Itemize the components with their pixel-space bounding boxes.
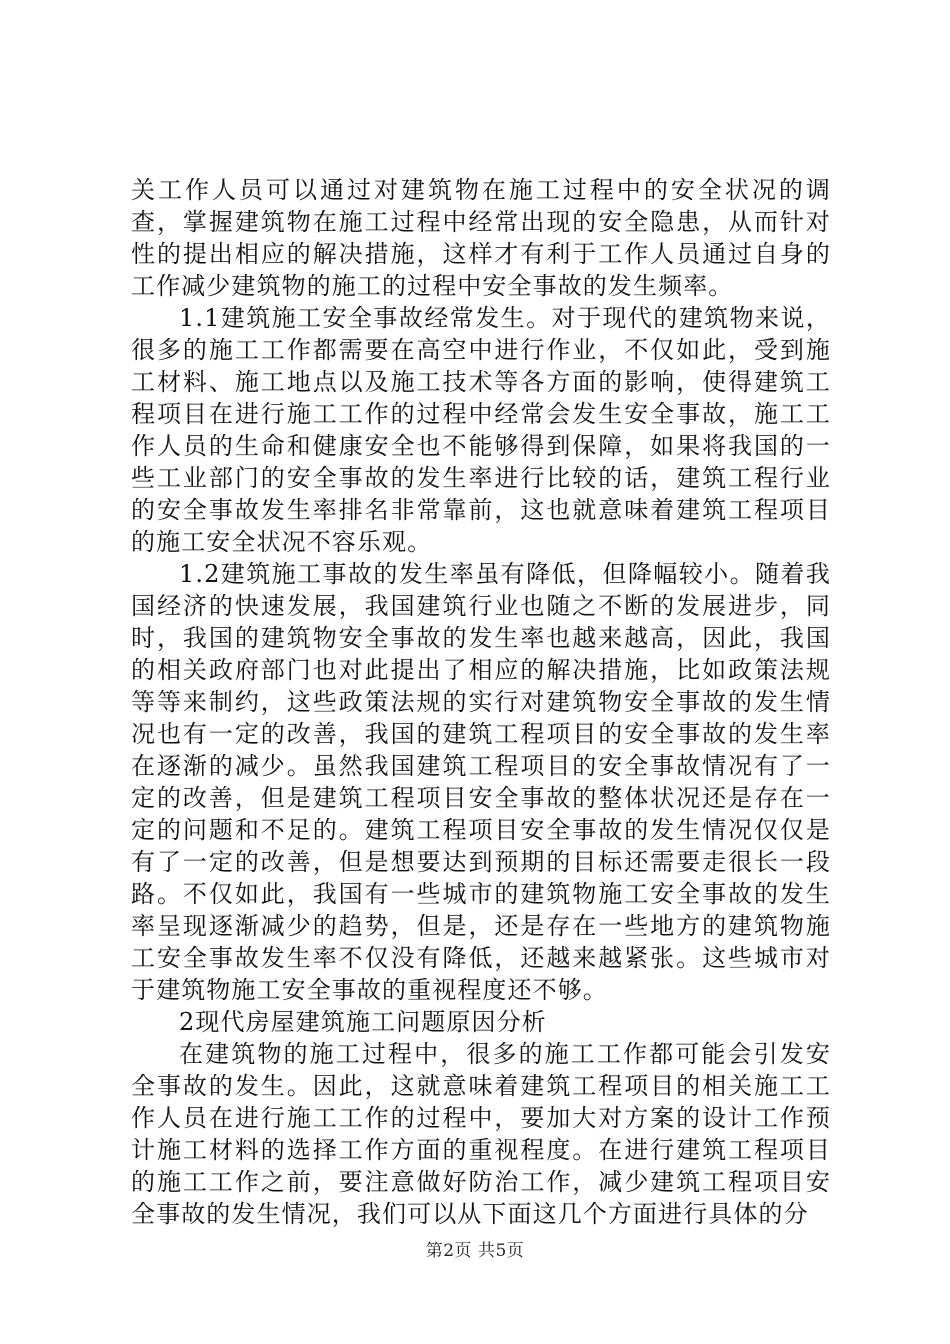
- body-paragraph-section-2: 在建筑物的施工过程中，很多的施工工作都可能会引发安全事故的发生。因此，这就意味着建筑工程项目的相关施工工作人员在进行施工工作的过程中，要加大对方案的设计工作预计施工材料的选择工作方面的重视程度。在进行建筑工程项目的施工工作之前，要注意做好防治工作，减少建筑工程项目安全事故的发生情况，我们可以从下面这几个方面进行具体的分: [131, 1040, 831, 1228]
- document-body: [131, 174, 831, 1230]
- body-paragraph-continued: 关工作人员可以通过对建筑物在施工过程中的安全状况的调查，掌握建筑物在施工过程中经常出现的安全隐患，从而针对性的提出相应的解决措施，这样才有利于工作人员通过自身的工作减少建筑物的施工的过程中安全事故的发生频率。: [131, 176, 831, 300]
- body-paragraph-1-1: 1.1建筑施工安全事故经常发生。对于现代的建筑物来说，很多的施工工作都需要在高空中进行作业，不仅如此，受到施工材料、施工地点以及施工技术等各方面的影响，使得建筑工程项目在进行施工工作的过程中经常会发生安全事故，施工工作人员的生命和健康安全也不能够得到保障，如果将我国的一些工业部门的安全事故的发生率进行比较的话，建筑工程行业的安全事故发生率排名非常靠前，这也就意味着建筑工程项目的施工安全状况不容乐观。: [131, 304, 831, 556]
- body-paragraph-1-2: 1.2建筑施工事故的发生率虽有降低，但降幅较小。随着我国经济的快速发展，我国建筑行业也随之不断的发展进步，同时，我国的建筑物安全事故的发生率也越来越高，因此，我国的相关政府部门也对此提出了相应的解决措施，比如政策法规等等来制约，这些政策法规的实行对建筑物安全事故的发生情况也有一定的改善，我国的建筑工程项目的安全事故的发生率在逐渐的减少。虽然我国建筑工程项目的安全事故情况有了一定的改善，但是建筑工程项目安全事故的整体状况还是存在一定的问题和不足的。建筑工程项目安全事故的发生情况仅仅是有了一定的改善，但是想要达到预期的目标还需要走很长一段路。不仅如此，我国有一些城市的建筑物施工安全事故的发生率呈现逐渐减少的趋势，但是，还是存在一些地方的建筑物施工安全事故发生率不仅没有降低，还越来越紧张。这些城市对于建筑物施工安全事故的重视程度还不够。: [131, 560, 831, 1004]
- section-heading-2: 2现代房屋建筑施工问题原因分析: [179, 1008, 547, 1036]
- page-number-footer: 第2页 共5页: [425, 1241, 525, 1261]
